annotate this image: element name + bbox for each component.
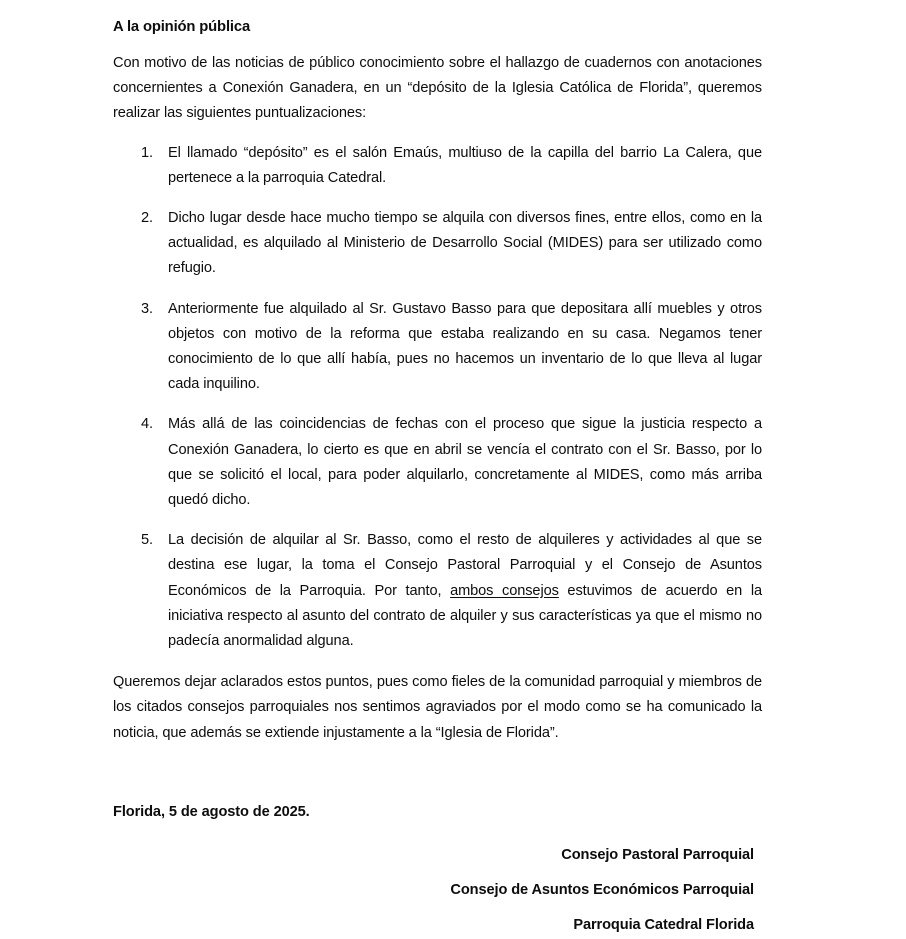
page-title: A la opinión pública (113, 19, 251, 35)
list-item-text: El llamado “depósito” es el salón Emaús, multiuso de la capilla del barrio La Calera, que pertenece a la parroquia Catedral. (168, 144, 762, 186)
signature-line: Consejo Pastoral Parroquial (561, 847, 754, 864)
list-item (113, 206, 762, 282)
list-item-marker: 3. (141, 300, 153, 317)
list-item-marker: 4. (141, 416, 153, 433)
list-item-text: Anteriormente fue alquilado al Sr. Gustavo Basso para que depositara allí muebles y otros objetos con motivo de la reforma que estaba realizando en su casa. Negamos tener conocimiento de lo que allí había, pues no hacemos un inventario de lo que lleva al lugar cada inquilino. (168, 300, 762, 393)
list-item-marker: 5. (141, 532, 153, 549)
list-item (113, 412, 762, 513)
signature-line: Parroquia Catedral Florida (573, 917, 754, 934)
list-item-text: Más allá de las coincidencias de fechas con el proceso que sigue la justicia respecto a Conexión Ganadera, lo cierto es que en abril se vencía el contrato con el Sr. Basso, por lo que se solicitó el local, para poder alquilarlo, concretamente al MIDES, como más arriba quedó dicho. (168, 416, 762, 509)
date-line: Florida, 5 de agosto de 2025. (113, 803, 310, 820)
list-item (113, 141, 762, 191)
signature-line: Consejo de Asuntos Económicos Parroquial (450, 882, 754, 899)
closing-paragraph: Queremos dejar aclarados estos puntos, pues como fieles de la comunidad parroquial y miembros de los citados consejos parroquiales nos sentimos agraviados por el modo como se ha comunicado la noticia, que además se extiende injustamente a la “Iglesia de Florida”. (113, 674, 762, 741)
list-item-marker: 1. (141, 144, 153, 161)
list-item (113, 528, 762, 654)
intro-paragraph: Con motivo de las noticias de público conocimiento sobre el hallazgo de cuadernos con anotaciones concernientes a Conexión Ganadera, en un “depósito de la Iglesia Católica de Florida”, queremos realizar las siguientes puntualizaciones: (113, 55, 762, 122)
emphasized-underlined-text: ambos consejos (450, 582, 559, 599)
list-item-text-segment-after: estuvimos de acuerdo en la iniciativa respecto al asunto del contrato de alquiler y sus características ya que el mismo no padecía anormalidad alguna. (168, 582, 762, 650)
list-item-text-segment-before: La decisión de alquilar al Sr. Basso, como el resto de alquileres y actividades al que se destina ese lugar, la toma el Consejo Pastoral Parroquial y el Consejo de Asuntos Económicos de la Parroquia. Por tanto, (168, 532, 762, 599)
list-item (113, 297, 762, 398)
numbered-points-list (113, 141, 762, 655)
list-item-text (168, 528, 762, 654)
list-item-text: Dicho lugar desde hace mucho tiempo se alquila con diversos fines, entre ellos, como en la actualidad, es alquilado al Ministerio de Desarrollo Social (MIDES) para ser utilizado como refugio. (168, 210, 762, 277)
signature-block (113, 843, 762, 939)
list-item-marker: 2. (141, 210, 153, 227)
